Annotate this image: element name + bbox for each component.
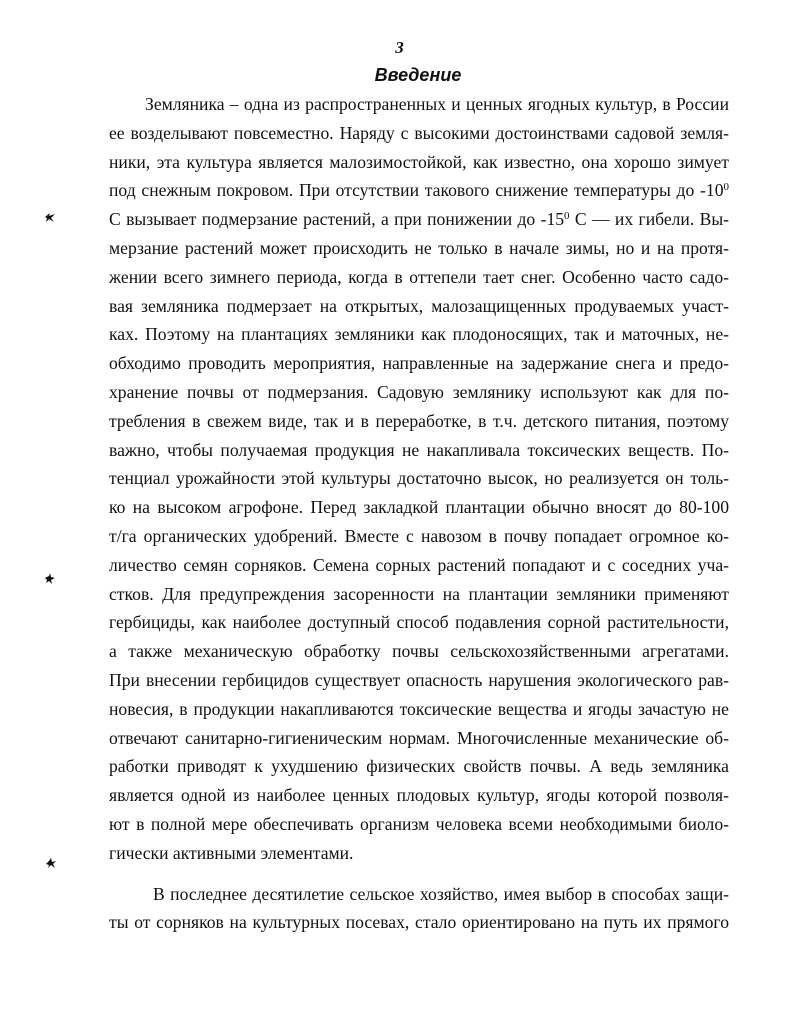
- text-line: Земляника – одна из распространенных и ценных ягодных культур, в России: [145, 94, 729, 114]
- page-title: Введение: [374, 65, 462, 85]
- text-line: является одной из наиболее ценных плодовых культур, ягоды которой позволя-: [109, 785, 729, 806]
- text-line: работки приводят к ухудшению физических свойств почвы. А ведь земляника: [109, 756, 729, 777]
- text-line: тенциал урожайности этой культуры достаточно высок, но реализуется он толь-: [109, 468, 729, 489]
- text-line: т/га органических удобрений. Вместе с навозом в почву попадает огромное ко-: [109, 525, 729, 546]
- superscript: 0: [723, 181, 729, 194]
- text-line: стков. Для предупреждения засоренности на плантации земляники применяют: [109, 583, 729, 604]
- text-line: ках. Поэтому на плантациях земляники как плодоносящих, так и маточных, не-: [109, 324, 729, 345]
- scan-mark-icon: [44, 856, 58, 870]
- page-number: 3: [395, 38, 404, 57]
- text-line: вая земляника подмерзает на открытых, малозащищенных продуваемых участ-: [109, 295, 729, 316]
- text-line: обходимо проводить мероприятия, направленные на задержание снега и предо-: [109, 353, 729, 374]
- text-line: личество семян сорняков. Семена сорных растений попадают и с соседних уча-: [109, 554, 729, 575]
- superscript: 0: [564, 210, 570, 223]
- text-line: ты от сорняков на культурных посевах, стало ориентировано на путь их прямого: [109, 912, 729, 933]
- text-line: При внесении гербицидов существует опасность нарушения экологического рав-: [109, 669, 729, 690]
- text-line: ют в полной мере обеспечивать организм человека всеми необходимыми биоло-: [109, 813, 729, 834]
- text-line: важно, чтобы получаемая продукция не накапливала токсических веществ. По-: [109, 439, 729, 460]
- text-line: а также механическую обработку почвы сельскохозяйственными агрегатами.: [109, 641, 729, 662]
- text-line: [109, 205, 729, 234]
- text-line: [109, 176, 729, 205]
- text-line: ее возделывают повсеместно. Наряду с высокими достоинствами садовой земля-: [109, 122, 729, 143]
- text-line-part: С — их гибели. Вы-: [569, 209, 730, 230]
- text-line: хранение почвы от подмерзания. Садовую землянику используют как для по-: [109, 381, 729, 402]
- paragraph-gap: [109, 868, 729, 880]
- text-line: требления в свежем виде, так и в переработке, в т.ч. детского питания, поэтому: [109, 410, 729, 431]
- text-line: гербициды, как наиболее доступный способ подавления сорной растительности,: [109, 612, 729, 633]
- text-line-part: С вызывает подмерзание растений, а при понижении до -15: [109, 209, 565, 230]
- text-line: жении всего зимнего периода, когда в оттепели тает снег. Особенно часто садо-: [109, 266, 729, 287]
- document-body: [109, 90, 729, 937]
- text-line: мерзание растений может происходить не только в начале зимы, но и на протя-: [109, 237, 729, 258]
- text-line: гически активными элементами.: [109, 842, 354, 863]
- text-line-part: под снежным покровом. При отсутствии такового снижение температуры до -10: [109, 180, 724, 201]
- scan-mark-icon: [43, 572, 57, 586]
- text-line: ко на высоком агрофоне. Перед закладкой плантации обычно вносят до 80-100: [109, 497, 729, 518]
- text-line: новесия, в продукции накапливаются токсические вещества и ягоды зачастую не: [109, 698, 729, 719]
- scan-mark-icon: [43, 210, 57, 224]
- text-line: ники, эта культура является малозимостойкой, как известно, она хорошо зимует: [109, 151, 729, 172]
- text-line: В последнее десятилетие сельское хозяйство, имея выбор в способах защи-: [153, 883, 729, 904]
- text-line: отвечают санитарно-гигиеническим нормам. Многочисленные механические об-: [109, 727, 729, 748]
